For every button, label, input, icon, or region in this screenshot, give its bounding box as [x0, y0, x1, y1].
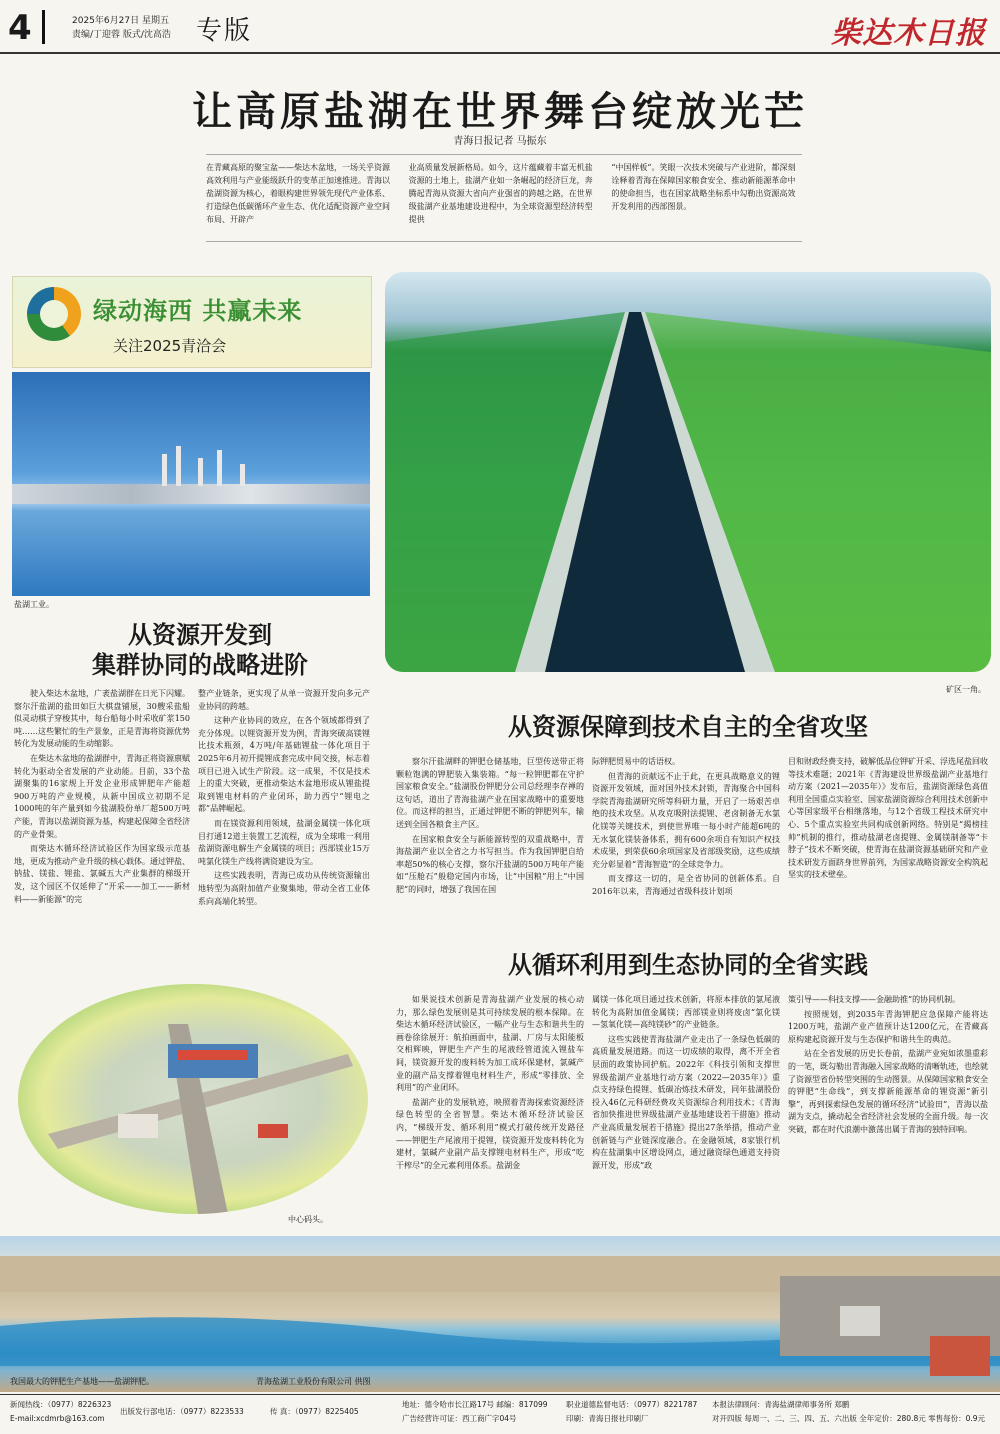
- banner-title: 绿动海西 共赢未来: [93, 297, 303, 325]
- paragraph: 如果说技术创新是青海盐湖产业发展的核心动力，那么绿色发展则是其可持续发展的根本保障。在柴达木循环经济试验区，一幅产业与生态和谐共生的画卷徐徐展开：航拍画面中，盐湖、厂房与太阳能板交相辉映，钾肥生产产生的尾液经管道流入锂盐车间，镁资源开发的废料转为加工成环保建材，氯碱产业的副产品支撑着锂电材料生产，形成“零排放、全利用”的产业闭环。: [396, 995, 584, 1093]
- photo-credit: 青海盐湖工业股份有限公司 供图: [256, 1377, 371, 1386]
- paragraph: 策引导——科技支撑——金融助推”的协同机制。: [788, 995, 961, 1004]
- smokestack: [198, 458, 203, 486]
- section-title: 专版: [196, 16, 253, 46]
- section3-heading: 从循环利用到生态协同的全省实践: [508, 950, 868, 979]
- masthead-divider: [42, 10, 45, 44]
- photo-caption: 盐湖工业。: [14, 600, 54, 609]
- printer: 印刷：青海日报社印刷厂: [566, 1414, 649, 1423]
- mining-area-photo: [385, 272, 991, 672]
- smokestack: [217, 450, 222, 486]
- canal-aerial-illustration: [385, 272, 991, 672]
- news-hotline: 新闻热线：（0977）8226323: [10, 1400, 112, 1409]
- issue-phone: 出版发行部电话：（0977）8223533: [120, 1407, 244, 1416]
- byline: 青海日报记者 马振东: [453, 136, 547, 147]
- paragraph: 站在全省发展的历史长卷前，盐湖产业宛如浓墨重彩的一笔，既勾勒出青海融入国家战略的清晰轨迹，也绘就了资源型省份转型突围的生动图景。从保障国家粮食安全的钾肥“生命线”，到支撑新能源革命的锂资源“新引擎”，再到探索绿色发展的循环经济“试验田”，青海以盐湖为支点，撬动起全省经济社会发展的全面升级。每一次突破，都在时代浪潮中激荡出属于青海的独特回响。: [788, 1049, 988, 1134]
- legal-advisor: 本报法律顾问：青海盐湖律师事务所 郑鹏: [712, 1400, 850, 1409]
- center-dock-photo: [18, 984, 368, 1214]
- panorama-caption: 我国最大的钾肥生产基地——盐湖钾肥。: [10, 1377, 154, 1386]
- heading-line: 集群协同的战略进阶: [92, 650, 308, 679]
- publication-schedule: 对开四版 每周一、二、三、四、五、六出版 全年定价：280.8元 零售每份：0.9元: [712, 1414, 986, 1423]
- paragraph: 际钾肥贸易中的话语权。: [592, 757, 680, 766]
- heading-line: 从资源开发到: [128, 620, 272, 649]
- intro-paragraph: 在青藏高原的聚宝盆——柴达木盆地，一场关乎资源高效利用与产业能级跃升的变革正加速推进。青海以盐湖资源为核心，着眼构建世界领先现代产业体系、打造绿色低碳循环产业生态、优化适配资源产业空间布局、开辟产: [206, 163, 390, 224]
- editor-line: 责编/丁迎蓉 版式/沈高浩: [72, 30, 171, 40]
- dock-aerial-illustration: [18, 984, 368, 1214]
- paragraph: 而柴达木循环经济试验区作为国家级示范基地，更成为推动产业升级的核心载体。通过钾盐、钠盐、镁盐、锂盐、氯碱五大产业集群的梯级开发，这个园区不仅延伸了“开采——加工——新材料——新能源”的完: [14, 844, 190, 904]
- section2-heading: 从资源保障到技术自主的全省攻坚: [508, 712, 868, 741]
- masthead-rule: [0, 52, 1000, 54]
- paragraph: 目和财政经费支持，破解低品位钾矿开采、浮选尾盐回收等技术难题；2021年《青海建设世界级盐湖产业基地行动方案（2021—2035年）》发布后，盐湖资源绿色高值利用全国重点实验室、国家盐湖资源综合利用技术创新中心等国家级平台相继落地，与12个省级工程技术研究中心、5个重点实验室共同构成创新网络。特别是“揭榜挂帅”机制的推行，推动盐湖老卤提锂、金属镁制备等“卡脖子”技术不断突破，使青海在盐湖资源基础研究和产业技术研发方面跻身世界前列，为国家战略资源安全构筑起坚实的技术壁垒。: [788, 757, 988, 880]
- smokestack: [240, 464, 245, 486]
- factory-skyline: [12, 484, 370, 504]
- ad-license: 广告经营许可证：西工商广字04号: [402, 1414, 517, 1423]
- headline: 让高原盐湖在世界舞台绽放光芒: [192, 88, 808, 135]
- section3-column: [396, 994, 584, 1174]
- date-line: 2025年6月27日 星期五: [72, 16, 169, 26]
- paragraph: 驶入柴达木盆地，广袤盐湖群在日光下闪耀。察尔汗盐湖的盐田如巨大棋盘铺展，30艘采盐船似灵动棋子穿梭其中，每台船每小时采收矿浆150吨……这些繁忙的生产景象，正是青海将资源优势转化为发展动能的生动缩影。: [14, 689, 190, 749]
- photo-caption: 中心码头。: [288, 1215, 328, 1224]
- section2-column: [396, 756, 584, 899]
- paragraph: 这些实践使青海盐湖产业走出了一条绿色低碳的高质量发展道路。而这一切成绩的取得，离不开全省层面的政策协同护航。2022年《科技引领和支撑世界级盐湖产业基地行动方案（2022—2035年）》重点支持绿色提锂、低碳冶炼技术研发，同年盐湖股份投入46亿元科研经费攻关资源综合利用技术；《青海省加快推进世界级盐湖产业基地建设若干措施》推动产业高质量发展若干措施》提出27条举措，推动产业创新链与产业链深度融合。在金融领域，8家银行机构在盐湖集中区增设网点，通过融资绿色通道支持资源开发，形成“政: [592, 1034, 780, 1170]
- paragraph: 在国家粮食安全与新能源转型的双重战略中，青海盐湖产业以全省之力书写担当。作为我国钾肥自给率超50%的核心支撑，察尔汗盐湖的500万吨年产能如“压舱石”般稳定国内市场，让“中国粮”用上“中国肥”的同时，增强了我国在国: [396, 834, 584, 894]
- photo-caption: 矿区一角。: [946, 685, 986, 694]
- paragraph: 察尔汗盐湖畔的钾肥仓储基地，巨型传送带正将颗粒饱满的钾肥装入集装箱。“每一粒钾肥都在守护国家粮食安全。”盐湖股份钾肥分公司总经理李存禅的这句话，道出了青海盐湖产业在国家战略中的重要地位。而这样的担当，正通过钾肥不断的钾肥列车，输送到全国各粮食主产区。: [396, 757, 584, 829]
- event-banner: [12, 276, 372, 368]
- masthead-meta: [72, 14, 171, 42]
- paragraph: 盐湖产业的发展轨迹，映照着青海探索资源经济绿色转型的全省智慧。柴达木循环经济试验区内，“梯级开发、循环利用”模式打破传统开发路径——钾肥生产尾液用于提锂，镁资源开发废料转化为建材，氯碱产业副产品支撑锂电材料生产，形成“吃干榨尽”的全元素利用体系。盐湖金: [396, 1097, 584, 1170]
- paragraph: 属镁一体化项目通过技术创新，将原本排放的氯尾液转化为高附加值金属镁；西部镁业则将废卤“氯化镁—氢氧化镁—高纯镁砂”的产业链条。: [592, 995, 780, 1030]
- section3-column: [788, 994, 988, 1139]
- complaint-phone: 职业道德监督电话：（0977）8221787: [566, 1400, 698, 1409]
- salt-lake-industry-photo: [12, 372, 370, 596]
- fax: 传 真：（0977）8225405: [270, 1407, 359, 1416]
- footer: [0, 1394, 1000, 1434]
- intro-box: [206, 154, 802, 242]
- section3-column: [592, 994, 780, 1174]
- paragraph: 在柴达木盆地的盐湖群中，青海正将资源禀赋转化为驱动全省发展的产业动能。目前，33个盐湖聚集的16家规上开发企业形成钾肥年产能超900万吨的产业规模，从新中国成立初期不足1000吨的年产量到如今盐湖股份单厂超500万吨产能，青海以盐湖资源为基，构建起保障全省经济的产业骨架。: [14, 753, 190, 839]
- section2-column: [592, 756, 780, 901]
- potash-base-panorama: [0, 1236, 1000, 1392]
- paragraph: 而在镁资源利用领域，盐湖金属镁一体化项目打通12道主装置工艺流程，成为全球唯一利用盐湖资源电解生产金属镁的项目；西部镁业15万吨氯化镁生产线将满资建设为宝。: [198, 818, 370, 866]
- intro-paragraph: “中国样板”。笑眼一次技术突破与产业进阶，都深刻诠释着青海在保障国家粮食安全、推动新能源革命中的使命担当，也在国家战略坐标系中勾勒出资源高效开发利用的西部图景。: [611, 163, 796, 211]
- section2-column: [788, 756, 988, 884]
- banner-subtitle: 关注2025青洽会: [113, 337, 227, 355]
- event-logo-icon: [27, 287, 81, 341]
- smokestack: [162, 454, 167, 486]
- paragraph: 这些实践表明，青海已成功从传统资源输出地转型为高附加值产业聚集地，带动全省工业体系向高端化转型。: [198, 871, 370, 906]
- section1-column: [14, 688, 190, 908]
- paragraph: 这种产业协同的效应，在各个领域都得到了充分体现。以锂资源开发为例，青海突破高镁锂比技术瓶颈，4万吨/年基础锂盐一体化项目于2025年6月初开提锂成套完成中间交接，标志着项目已进入试生产阶段。这一成果，不仅是技术上的重大突破，更推动柴达木盆地形成从锂盐提取到锂电材料的产业闭环，助力西宁“锂电之都”品牌崛起。: [198, 716, 370, 814]
- newspaper-logo: 柴达木日报: [831, 16, 986, 51]
- paragraph: 但青海的贡献远不止于此，在更具战略意义的锂资源开发领域，面对国外技术封锁，青海聚合中国科学院青海盐湖研究所等科研力量，开启了一场艰苦卓绝的技术攻坚。从攻克吸附法提锂、老卤制备无水氯化镁等关键技术，到使世界唯一每小时产能超6吨的无水氯化镁装备体系，拥有600余项自有知识产权技术成果，到荣获60余项国家及省部级奖励，这些成绩充分彰显着“青海智造”的全球竞争力。: [592, 771, 780, 869]
- email: E-mail:xcdmrb@163.com: [10, 1414, 105, 1423]
- paragraph: 按照规划，到2035年青海钾肥应急保障产能将达1200万吨，盐湖产业产值预计达1200亿元，在青藏高原构建起资源开发与生态保护和谐共生的典范。: [788, 1009, 988, 1044]
- paragraph: 整产业链条，更实现了从单一资源开发向多元产业协同的跨越。: [198, 689, 370, 711]
- page-number: 4: [8, 8, 32, 48]
- section1-column: [198, 688, 370, 910]
- panorama-illustration: [0, 1236, 1000, 1392]
- address: 地址：德令哈市长江路17号 邮编：817099: [402, 1400, 548, 1409]
- paragraph: 而支撑这一切的，是全省协同的创新体系。自2016年以来，青海通过省级科技计划项: [592, 874, 780, 896]
- section1-heading: [40, 620, 360, 680]
- intro-paragraph: 业高质量发展新格局。如今，这片蕴藏着丰富无机盐资源的土地上，盐湖产业如一条崛起的经济巨龙，奔腾起青海从资源大省向产业强省的跨越之路，在世界级盐湖产业基地建设进程中，为全球资源型经济转型提供: [408, 163, 593, 224]
- smokestack: [176, 446, 181, 486]
